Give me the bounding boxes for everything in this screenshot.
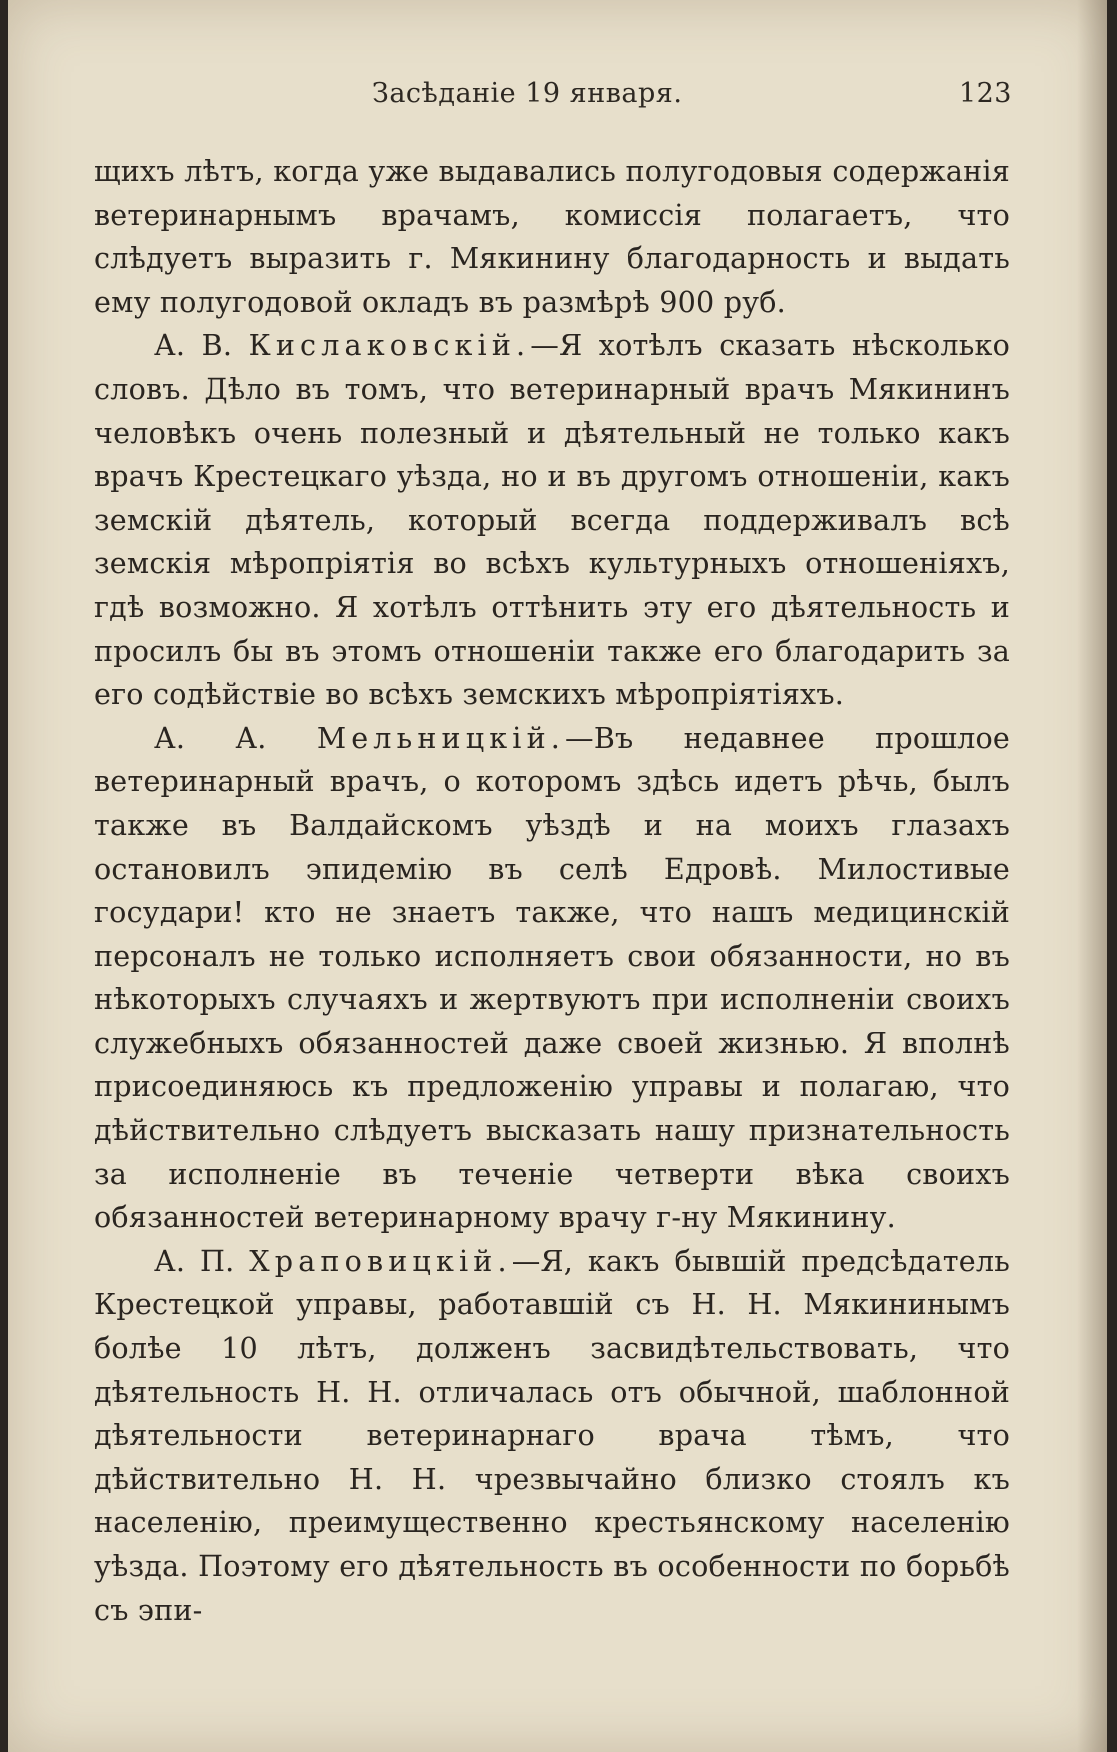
speaker-name: Кислаковскій. bbox=[248, 328, 531, 363]
speech-text: —Въ недавнее прошлое ветеринарный врачъ, о которомъ здѣсь идетъ рѣчь, былъ также въ Валдайскомъ уѣздѣ и на моихъ глазахъ остановилъ эпидемію въ селѣ Едровѣ. Милостивые государи! кто не знаетъ также, что нашъ медицинскій персоналъ не только исполняетъ свои обязанности, но въ нѣкоторыхъ случаяхъ и жертвуютъ при исполненіи своихъ служебныхъ обязанностей даже своей жизнью. Я вполнѣ присоединяюсь къ предложенію управы и полагаю, что дѣйствительно слѣдуетъ высказать нашу признательность за исполненіе въ теченіе четверти вѣка своихъ обязанностей ветеринарному врачу г-ну Мякинину. bbox=[94, 720, 1010, 1235]
speaker-initials: А. В. bbox=[154, 328, 233, 363]
speaker-name: Мельницкій. bbox=[316, 720, 566, 755]
page-number: 123 bbox=[958, 78, 1012, 109]
speaker-initials: А. П. bbox=[154, 1243, 235, 1278]
speaker-initials: А. А. bbox=[154, 720, 267, 755]
header-title: Засѣданіе 19 января. bbox=[372, 78, 683, 109]
speech-text: —Я, какъ бывшій предсѣдатель Крестецкой управы, работавшій съ Н. Н. Мякининымъ болѣе 10 лѣтъ, долженъ засвидѣтельствовать, что дѣятельность Н. Н. отличалась отъ обычной, шаблонной дѣятельности ветеринарнаго врача тѣмъ, что дѣйствительно Н. Н. чрезвычайно близко стоялъ къ населенію, преимущественно крестьянскому населенію уѣзда. Поэтому его дѣятельность въ особенности по борьбѣ съ эпи- bbox=[94, 1243, 1010, 1627]
speech-text: —Я хотѣлъ сказать нѣсколько словъ. Дѣло въ томъ, что ветеринарный врачъ Мякининъ человѣкъ очень полезный и дѣятельный не только какъ врачъ Крестецкаго уѣзда, но и въ другомъ отношеніи, какъ земскій дѣятель, который всегда поддерживалъ всѣ земскія мѣропріятія во всѣхъ культурныхъ отношеніяхъ, гдѣ возможно. Я хотѣлъ оттѣнить эту его дѣятельность и просилъ бы въ этомъ отношеніи также его благодарить за его содѣйствіе во всѣхъ земскихъ мѣропріятіяхъ. bbox=[94, 328, 1011, 712]
paragraph-text: щихъ лѣтъ, когда уже выдавались полугодовыя содержанія ветеринарнымъ врачамъ, комиссія полагаетъ, что слѣдуетъ выразить г. Мякинину благодарность и выдать ему полугодовой окладъ въ размѣрѣ 900 руб. bbox=[94, 154, 1010, 319]
speaker-name: Храповицкій. bbox=[249, 1243, 512, 1278]
page-body bbox=[94, 150, 1010, 1632]
speech-kislakovsky bbox=[94, 324, 1010, 716]
speech-khrapovitsky bbox=[94, 1240, 1010, 1632]
running-header bbox=[92, 78, 1012, 118]
book-page bbox=[8, 0, 1107, 1752]
speech-melnitsky bbox=[94, 717, 1010, 1240]
paragraph-continuation bbox=[94, 150, 1010, 324]
